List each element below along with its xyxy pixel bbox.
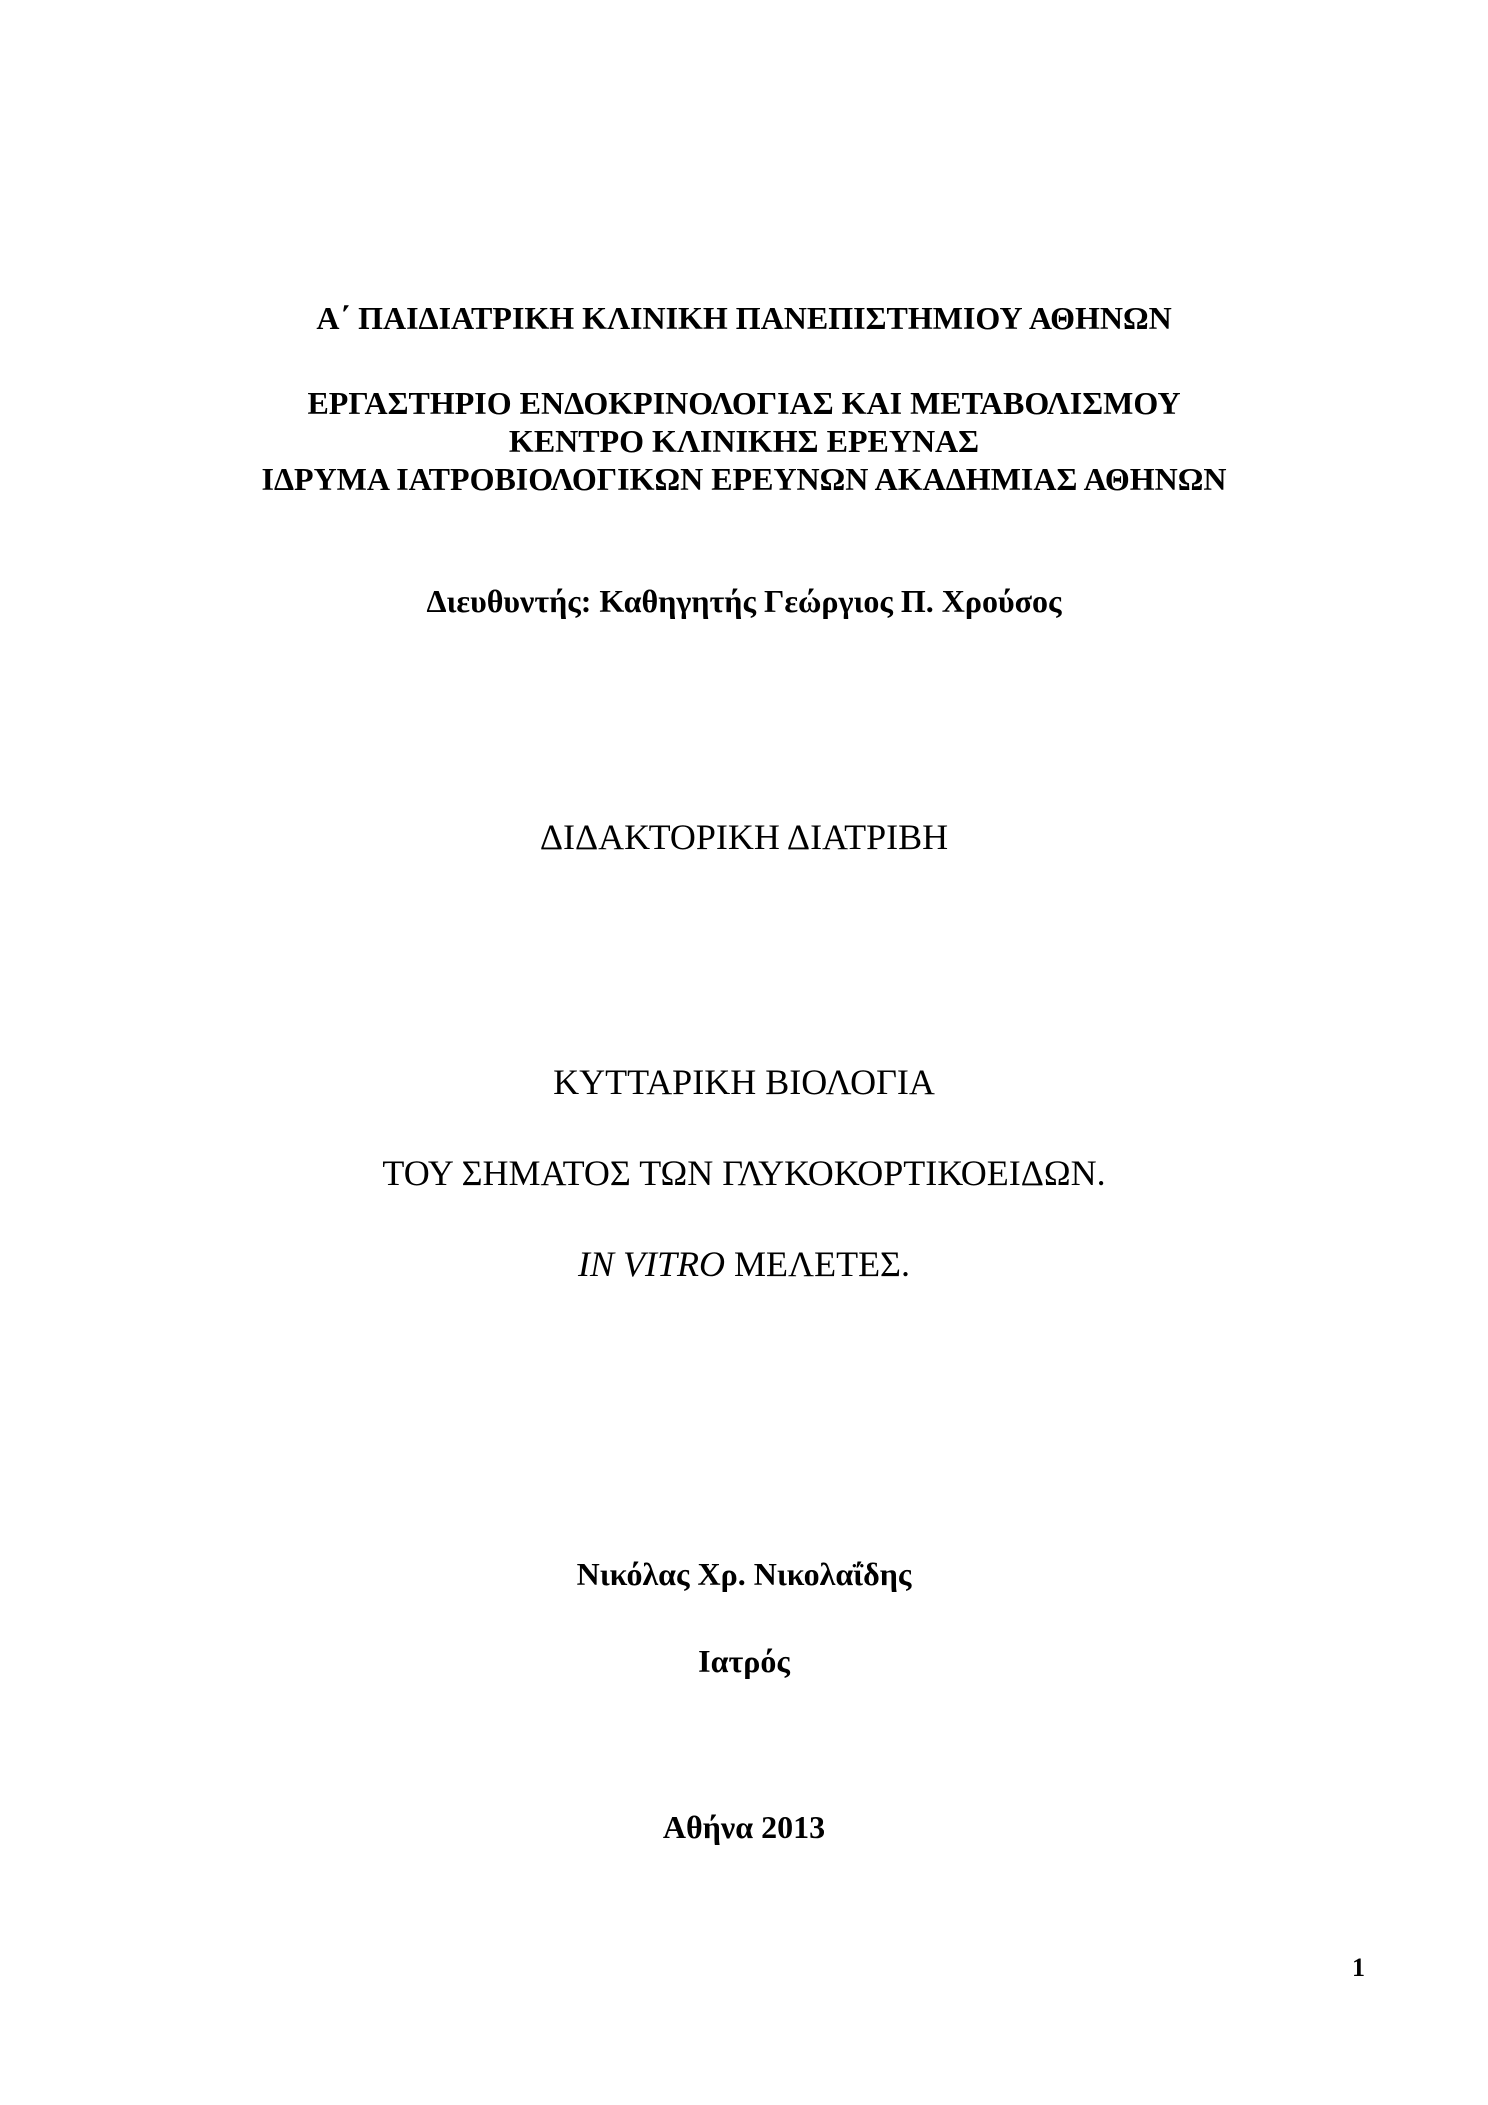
author-name: Νικόλας Χρ. Νικολαΐδης xyxy=(576,1556,912,1592)
center-heading: ΚΕΝΤΡΟ ΚΛΙΝΙΚΗΣ ΕΡΕΥΝΑΣ xyxy=(508,423,980,459)
clinic-heading: Α΄ ΠΑΙΔΙΑΤΡΙΚΗ ΚΛΙΝΙΚΗ ΠΑΝΕΠΙΣΤΗΜΙΟΥ ΑΘΗΝΩΝ xyxy=(316,300,1172,336)
title-italic-part: IN VITRO xyxy=(577,1244,725,1284)
title-line-2: ΤΟΥ ΣΗΜΑΤΟΣ ΤΩΝ ΓΛΥΚΟΚΟΡΤΙΚΟΕΙΔΩΝ. xyxy=(382,1153,1106,1193)
place-date: Αθήνα 2013 xyxy=(662,1809,826,1845)
page-number: 1 xyxy=(1352,1953,1365,1982)
document-type: ΔΙΔΑΚΤΟΡΙΚΗ ΔΙΑΤΡΙΒΗ xyxy=(539,817,949,857)
title-line-1: ΚΥΤΤΑΡΙΚΗ ΒΙΟΛΟΓΙΑ xyxy=(553,1062,935,1102)
author-profession: Ιατρός xyxy=(698,1643,790,1679)
title-line-3 xyxy=(0,1246,1488,1282)
foundation-heading: ΙΔΡΥΜΑ ΙΑΤΡΟΒΙΟΛΟΓΙΚΩΝ ΕΡΕΥΝΩΝ ΑΚΑΔΗΜΙΑΣ ΑΘΗΝΩΝ xyxy=(261,461,1227,497)
title-rest-part: ΜΕΛΕΤΕΣ. xyxy=(724,1244,911,1284)
director-line: Διευθυντής: Καθηγητής Γεώργιος Π. Χρούσος xyxy=(426,583,1062,619)
lab-heading: ΕΡΓΑΣΤΗΡΙΟ ΕΝΔΟΚΡΙΝΟΛΟΓΙΑΣ ΚΑΙ ΜΕΤΑΒΟΛΙΣΜΟΥ xyxy=(307,385,1181,421)
